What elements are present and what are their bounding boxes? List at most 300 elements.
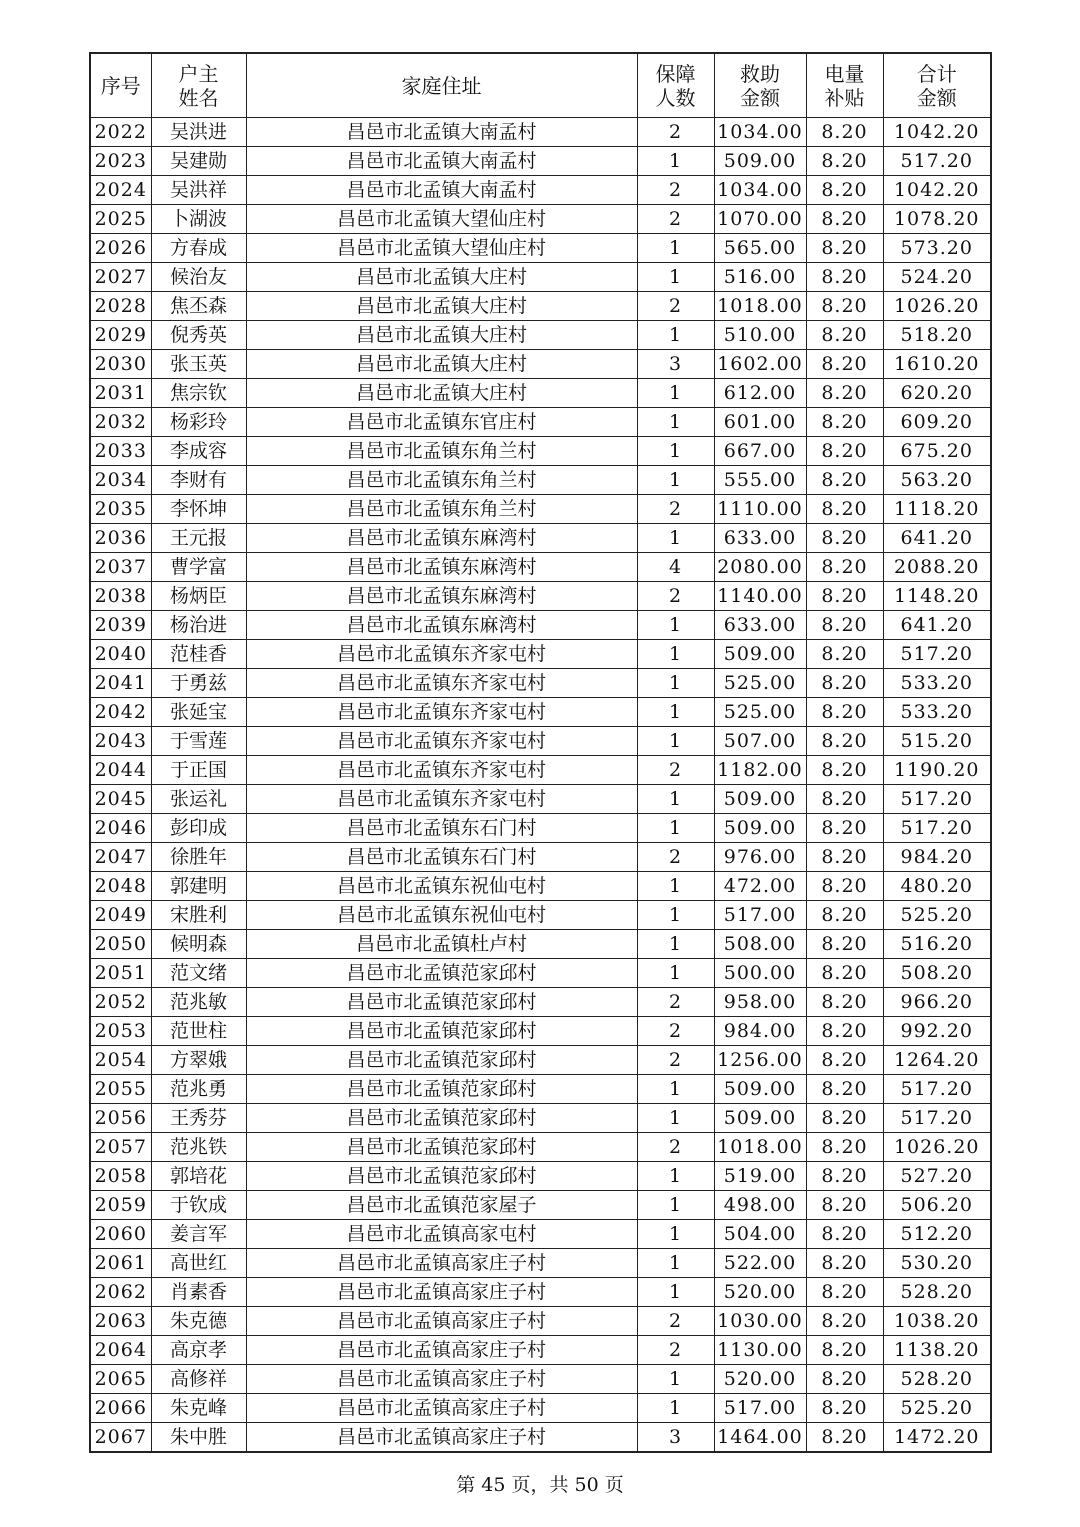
cell-total: 527.20 <box>883 1162 991 1191</box>
cell-power: 8.20 <box>806 350 883 379</box>
cell-total: 517.20 <box>883 640 991 669</box>
cell-aid: 500.00 <box>714 959 806 988</box>
table-body <box>90 118 991 1453</box>
cell-seq: 2033 <box>90 437 151 466</box>
cell-persons: 1 <box>637 1162 714 1191</box>
cell-name: 张运礼 <box>151 785 246 814</box>
cell-persons: 1 <box>637 437 714 466</box>
cell-address: 昌邑市北孟镇大庄村 <box>246 350 637 379</box>
cell-address: 昌邑市北孟镇范家邱村 <box>246 1017 637 1046</box>
cell-power: 8.20 <box>806 118 883 147</box>
cell-name: 朱中胜 <box>151 1423 246 1453</box>
cell-power: 8.20 <box>806 1307 883 1336</box>
cell-power: 8.20 <box>806 1191 883 1220</box>
cell-seq: 2067 <box>90 1423 151 1453</box>
cell-address: 昌邑市北孟镇东齐家屯村 <box>246 669 637 698</box>
cell-power: 8.20 <box>806 582 883 611</box>
column-header-line: 救助 <box>740 61 780 86</box>
column-header-line: 补贴 <box>824 85 865 110</box>
cell-name: 范世柱 <box>151 1017 246 1046</box>
cell-persons: 1 <box>637 1191 714 1220</box>
cell-persons: 1 <box>637 611 714 640</box>
cell-power: 8.20 <box>806 611 883 640</box>
cell-power: 8.20 <box>806 727 883 756</box>
column-header-line: 保障 <box>655 61 696 86</box>
cell-persons: 3 <box>637 1423 714 1453</box>
cell-aid: 1140.00 <box>714 582 806 611</box>
table-row <box>90 350 991 379</box>
cell-name: 吴洪祥 <box>151 176 246 205</box>
table-row <box>90 756 991 785</box>
cell-name: 李成容 <box>151 437 246 466</box>
cell-persons: 1 <box>637 669 714 698</box>
cell-name: 王元报 <box>151 524 246 553</box>
cell-address: 昌邑市北孟镇东麻湾村 <box>246 611 637 640</box>
cell-seq: 2042 <box>90 698 151 727</box>
cell-name: 候治友 <box>151 263 246 292</box>
table-row <box>90 118 991 147</box>
cell-seq: 2023 <box>90 147 151 176</box>
cell-address: 昌邑市北孟镇东祝仙屯村 <box>246 872 637 901</box>
cell-name: 于钦成 <box>151 1191 246 1220</box>
cell-seq: 2045 <box>90 785 151 814</box>
cell-persons: 2 <box>637 1336 714 1365</box>
cell-persons: 1 <box>637 408 714 437</box>
table-row <box>90 292 991 321</box>
cell-persons: 1 <box>637 872 714 901</box>
cell-persons: 1 <box>637 147 714 176</box>
cell-name: 杨治进 <box>151 611 246 640</box>
cell-total: 1610.20 <box>883 350 991 379</box>
cell-persons: 2 <box>637 1046 714 1075</box>
cell-seq: 2036 <box>90 524 151 553</box>
cell-address: 昌邑市北孟镇东石门村 <box>246 814 637 843</box>
cell-persons: 4 <box>637 553 714 582</box>
cell-power: 8.20 <box>806 379 883 408</box>
cell-name: 杨炳臣 <box>151 582 246 611</box>
cell-power: 8.20 <box>806 147 883 176</box>
cell-aid: 507.00 <box>714 727 806 756</box>
cell-name: 高世红 <box>151 1249 246 1278</box>
cell-address: 昌邑市北孟镇东齐家屯村 <box>246 756 637 785</box>
cell-persons: 1 <box>637 1394 714 1423</box>
cell-power: 8.20 <box>806 1220 883 1249</box>
cell-seq: 2037 <box>90 553 151 582</box>
cell-persons: 1 <box>637 901 714 930</box>
cell-aid: 667.00 <box>714 437 806 466</box>
cell-total: 517.20 <box>883 1075 991 1104</box>
cell-aid: 555.00 <box>714 466 806 495</box>
column-header-line: 合计 <box>916 61 957 86</box>
cell-total: 1118.20 <box>883 495 991 524</box>
cell-seq: 2051 <box>90 959 151 988</box>
cell-persons: 2 <box>637 1017 714 1046</box>
cell-seq: 2027 <box>90 263 151 292</box>
cell-name: 宋胜利 <box>151 901 246 930</box>
column-header-seq <box>90 53 151 118</box>
cell-power: 8.20 <box>806 930 883 959</box>
cell-seq: 2030 <box>90 350 151 379</box>
cell-address: 昌邑市北孟镇东祝仙屯村 <box>246 901 637 930</box>
cell-aid: 508.00 <box>714 930 806 959</box>
cell-aid: 601.00 <box>714 408 806 437</box>
cell-power: 8.20 <box>806 814 883 843</box>
cell-persons: 2 <box>637 205 714 234</box>
cell-seq: 2026 <box>90 234 151 263</box>
cell-persons: 2 <box>637 1133 714 1162</box>
cell-power: 8.20 <box>806 292 883 321</box>
table-row <box>90 814 991 843</box>
table-row <box>90 872 991 901</box>
cell-total: 675.20 <box>883 437 991 466</box>
table-row <box>90 698 991 727</box>
column-header-address <box>246 53 637 118</box>
table-row <box>90 1075 991 1104</box>
cell-persons: 2 <box>637 1307 714 1336</box>
cell-seq: 2041 <box>90 669 151 698</box>
cell-persons: 1 <box>637 1365 714 1394</box>
cell-power: 8.20 <box>806 495 883 524</box>
cell-persons: 1 <box>637 727 714 756</box>
cell-address: 昌邑市北孟镇范家邱村 <box>246 1075 637 1104</box>
cell-persons: 1 <box>637 524 714 553</box>
cell-total: 525.20 <box>883 901 991 930</box>
table-row <box>90 1307 991 1336</box>
cell-name: 彭印成 <box>151 814 246 843</box>
cell-address: 昌邑市北孟镇东角兰村 <box>246 466 637 495</box>
cell-persons: 1 <box>637 698 714 727</box>
cell-name: 于勇兹 <box>151 669 246 698</box>
cell-aid: 472.00 <box>714 872 806 901</box>
cell-power: 8.20 <box>806 553 883 582</box>
table-row <box>90 1278 991 1307</box>
cell-seq: 2040 <box>90 640 151 669</box>
cell-total: 563.20 <box>883 466 991 495</box>
table-row <box>90 408 991 437</box>
cell-aid: 509.00 <box>714 640 806 669</box>
cell-aid: 1110.00 <box>714 495 806 524</box>
cell-name: 范文绪 <box>151 959 246 988</box>
cell-total: 517.20 <box>883 147 991 176</box>
cell-aid: 633.00 <box>714 524 806 553</box>
cell-persons: 1 <box>637 379 714 408</box>
cell-aid: 2080.00 <box>714 553 806 582</box>
cell-address: 昌邑市北孟镇大庄村 <box>246 263 637 292</box>
cell-seq: 2059 <box>90 1191 151 1220</box>
cell-total: 533.20 <box>883 698 991 727</box>
cell-persons: 1 <box>637 234 714 263</box>
cell-power: 8.20 <box>806 785 883 814</box>
table-row <box>90 234 991 263</box>
cell-seq: 2044 <box>90 756 151 785</box>
column-header-total <box>883 53 991 118</box>
cell-power: 8.20 <box>806 408 883 437</box>
cell-power: 8.20 <box>806 263 883 292</box>
table-row <box>90 901 991 930</box>
cell-seq: 2028 <box>90 292 151 321</box>
cell-name: 徐胜年 <box>151 843 246 872</box>
cell-seq: 2060 <box>90 1220 151 1249</box>
table-row <box>90 640 991 669</box>
cell-power: 8.20 <box>806 205 883 234</box>
cell-persons: 1 <box>637 959 714 988</box>
cell-address: 昌邑市北孟镇东齐家屯村 <box>246 785 637 814</box>
table-row <box>90 524 991 553</box>
cell-aid: 509.00 <box>714 814 806 843</box>
cell-address: 昌邑市北孟镇高家庄子村 <box>246 1249 637 1278</box>
cell-name: 郭建明 <box>151 872 246 901</box>
table-row <box>90 843 991 872</box>
cell-address: 昌邑市北孟镇高家庄子村 <box>246 1423 637 1453</box>
table-row <box>90 495 991 524</box>
cell-total: 517.20 <box>883 814 991 843</box>
cell-address: 昌邑市北孟镇东麻湾村 <box>246 582 637 611</box>
cell-address: 昌邑市北孟镇范家邱村 <box>246 1046 637 1075</box>
cell-name: 范兆敏 <box>151 988 246 1017</box>
column-header-name <box>151 53 246 118</box>
cell-power: 8.20 <box>806 1017 883 1046</box>
cell-power: 8.20 <box>806 1046 883 1075</box>
cell-persons: 2 <box>637 756 714 785</box>
cell-seq: 2050 <box>90 930 151 959</box>
cell-seq: 2049 <box>90 901 151 930</box>
table-row <box>90 147 991 176</box>
cell-aid: 519.00 <box>714 1162 806 1191</box>
cell-address: 昌邑市北孟镇高家庄子村 <box>246 1365 637 1394</box>
cell-seq: 2046 <box>90 814 151 843</box>
cell-address: 昌邑市北孟镇东官庄村 <box>246 408 637 437</box>
cell-address: 昌邑市北孟镇东麻湾村 <box>246 524 637 553</box>
cell-total: 516.20 <box>883 930 991 959</box>
cell-name: 焦丕森 <box>151 292 246 321</box>
cell-total: 573.20 <box>883 234 991 263</box>
cell-total: 1148.20 <box>883 582 991 611</box>
cell-seq: 2029 <box>90 321 151 350</box>
cell-power: 8.20 <box>806 466 883 495</box>
cell-aid: 565.00 <box>714 234 806 263</box>
cell-total: 1026.20 <box>883 292 991 321</box>
table-row <box>90 553 991 582</box>
column-header-line: 金额 <box>916 85 957 110</box>
cell-seq: 2043 <box>90 727 151 756</box>
cell-address: 昌邑市北孟镇大望仙庄村 <box>246 205 637 234</box>
column-header-line: 电量 <box>824 61 865 86</box>
cell-power: 8.20 <box>806 698 883 727</box>
cell-seq: 2062 <box>90 1278 151 1307</box>
cell-power: 8.20 <box>806 437 883 466</box>
cell-seq: 2038 <box>90 582 151 611</box>
cell-persons: 1 <box>637 785 714 814</box>
column-header-line: 人数 <box>655 85 696 110</box>
cell-address: 昌邑市北孟镇大庄村 <box>246 292 637 321</box>
cell-aid: 525.00 <box>714 698 806 727</box>
cell-power: 8.20 <box>806 321 883 350</box>
cell-power: 8.20 <box>806 1162 883 1191</box>
cell-aid: 509.00 <box>714 147 806 176</box>
cell-power: 8.20 <box>806 1336 883 1365</box>
table-row <box>90 321 991 350</box>
cell-persons: 1 <box>637 930 714 959</box>
cell-total: 506.20 <box>883 1191 991 1220</box>
cell-name: 方翠娥 <box>151 1046 246 1075</box>
table-row <box>90 988 991 1017</box>
cell-name: 姜言军 <box>151 1220 246 1249</box>
cell-aid: 504.00 <box>714 1220 806 1249</box>
cell-power: 8.20 <box>806 640 883 669</box>
table-row <box>90 437 991 466</box>
cell-persons: 2 <box>637 988 714 1017</box>
cell-name: 范桂香 <box>151 640 246 669</box>
cell-persons: 1 <box>637 263 714 292</box>
cell-name: 倪秀英 <box>151 321 246 350</box>
cell-power: 8.20 <box>806 872 883 901</box>
table-row <box>90 785 991 814</box>
cell-address: 昌邑市北孟镇东麻湾村 <box>246 553 637 582</box>
cell-total: 524.20 <box>883 263 991 292</box>
cell-seq: 2061 <box>90 1249 151 1278</box>
table-row <box>90 379 991 408</box>
cell-seq: 2039 <box>90 611 151 640</box>
cell-seq: 2034 <box>90 466 151 495</box>
table-row <box>90 1423 991 1453</box>
cell-persons: 3 <box>637 350 714 379</box>
cell-aid: 612.00 <box>714 379 806 408</box>
cell-seq: 2065 <box>90 1365 151 1394</box>
cell-name: 曹学富 <box>151 553 246 582</box>
cell-name: 吴建勋 <box>151 147 246 176</box>
cell-total: 1078.20 <box>883 205 991 234</box>
cell-name: 范兆勇 <box>151 1075 246 1104</box>
cell-total: 1042.20 <box>883 176 991 205</box>
cell-address: 昌邑市北孟镇大庄村 <box>246 379 637 408</box>
table-row <box>90 582 991 611</box>
cell-persons: 1 <box>637 1249 714 1278</box>
cell-power: 8.20 <box>806 901 883 930</box>
column-header-line: 家庭住址 <box>401 73 482 98</box>
cell-name: 王秀芬 <box>151 1104 246 1133</box>
relief-table <box>89 52 992 1453</box>
cell-seq: 2058 <box>90 1162 151 1191</box>
cell-name: 候明森 <box>151 930 246 959</box>
cell-seq: 2053 <box>90 1017 151 1046</box>
cell-aid: 510.00 <box>714 321 806 350</box>
table-header-row <box>90 53 991 118</box>
cell-name: 范兆铁 <box>151 1133 246 1162</box>
cell-total: 518.20 <box>883 321 991 350</box>
cell-total: 1264.20 <box>883 1046 991 1075</box>
cell-name: 卜湖波 <box>151 205 246 234</box>
cell-total: 2088.20 <box>883 553 991 582</box>
cell-aid: 1034.00 <box>714 118 806 147</box>
cell-address: 昌邑市北孟镇范家邱村 <box>246 1133 637 1162</box>
cell-total: 508.20 <box>883 959 991 988</box>
cell-name: 张玉英 <box>151 350 246 379</box>
column-header-line: 序号 <box>100 73 141 98</box>
table-row <box>90 263 991 292</box>
cell-aid: 517.00 <box>714 1394 806 1423</box>
cell-address: 昌邑市北孟镇范家屋子 <box>246 1191 637 1220</box>
column-header-aid <box>714 53 806 118</box>
cell-address: 昌邑市北孟镇高家庄子村 <box>246 1394 637 1423</box>
cell-power: 8.20 <box>806 234 883 263</box>
cell-seq: 2031 <box>90 379 151 408</box>
cell-aid: 520.00 <box>714 1365 806 1394</box>
cell-persons: 1 <box>637 466 714 495</box>
cell-seq: 2052 <box>90 988 151 1017</box>
cell-address: 昌邑市北孟镇高家庄子村 <box>246 1336 637 1365</box>
table-row <box>90 176 991 205</box>
cell-persons: 2 <box>637 843 714 872</box>
cell-total: 1190.20 <box>883 756 991 785</box>
cell-total: 641.20 <box>883 524 991 553</box>
cell-persons: 1 <box>637 814 714 843</box>
cell-power: 8.20 <box>806 756 883 785</box>
cell-address: 昌邑市北孟镇大庄村 <box>246 321 637 350</box>
cell-aid: 1256.00 <box>714 1046 806 1075</box>
cell-address: 昌邑市北孟镇大南孟村 <box>246 176 637 205</box>
cell-name: 郭培花 <box>151 1162 246 1191</box>
cell-address: 昌邑市北孟镇杜卢村 <box>246 930 637 959</box>
cell-power: 8.20 <box>806 843 883 872</box>
cell-name: 朱克德 <box>151 1307 246 1336</box>
cell-address: 昌邑市北孟镇范家邱村 <box>246 1162 637 1191</box>
cell-name: 李财有 <box>151 466 246 495</box>
cell-seq: 2047 <box>90 843 151 872</box>
table-row <box>90 959 991 988</box>
cell-aid: 509.00 <box>714 785 806 814</box>
column-header-line: 金额 <box>740 85 780 110</box>
cell-name: 焦宗钦 <box>151 379 246 408</box>
cell-name: 李怀坤 <box>151 495 246 524</box>
cell-persons: 2 <box>637 292 714 321</box>
cell-power: 8.20 <box>806 524 883 553</box>
cell-seq: 2055 <box>90 1075 151 1104</box>
cell-name: 朱克峰 <box>151 1394 246 1423</box>
cell-aid: 520.00 <box>714 1278 806 1307</box>
cell-total: 528.20 <box>883 1365 991 1394</box>
table-row <box>90 669 991 698</box>
cell-aid: 1070.00 <box>714 205 806 234</box>
cell-seq: 2066 <box>90 1394 151 1423</box>
cell-total: 984.20 <box>883 843 991 872</box>
table-row <box>90 930 991 959</box>
cell-aid: 509.00 <box>714 1075 806 1104</box>
cell-seq: 2024 <box>90 176 151 205</box>
cell-total: 1026.20 <box>883 1133 991 1162</box>
cell-seq: 2032 <box>90 408 151 437</box>
cell-power: 8.20 <box>806 1278 883 1307</box>
cell-aid: 1464.00 <box>714 1423 806 1453</box>
table-row <box>90 611 991 640</box>
cell-address: 昌邑市北孟镇高家庄子村 <box>246 1278 637 1307</box>
cell-address: 昌邑市北孟镇大南孟村 <box>246 118 637 147</box>
cell-power: 8.20 <box>806 1249 883 1278</box>
cell-seq: 2057 <box>90 1133 151 1162</box>
cell-total: 530.20 <box>883 1249 991 1278</box>
cell-address: 昌邑市北孟镇东角兰村 <box>246 495 637 524</box>
cell-aid: 1030.00 <box>714 1307 806 1336</box>
cell-persons: 1 <box>637 1104 714 1133</box>
cell-power: 8.20 <box>806 1394 883 1423</box>
cell-aid: 498.00 <box>714 1191 806 1220</box>
cell-power: 8.20 <box>806 988 883 1017</box>
cell-power: 8.20 <box>806 1104 883 1133</box>
cell-aid: 1182.00 <box>714 756 806 785</box>
cell-aid: 1602.00 <box>714 350 806 379</box>
cell-persons: 2 <box>637 495 714 524</box>
table-row <box>90 1220 991 1249</box>
cell-aid: 525.00 <box>714 669 806 698</box>
